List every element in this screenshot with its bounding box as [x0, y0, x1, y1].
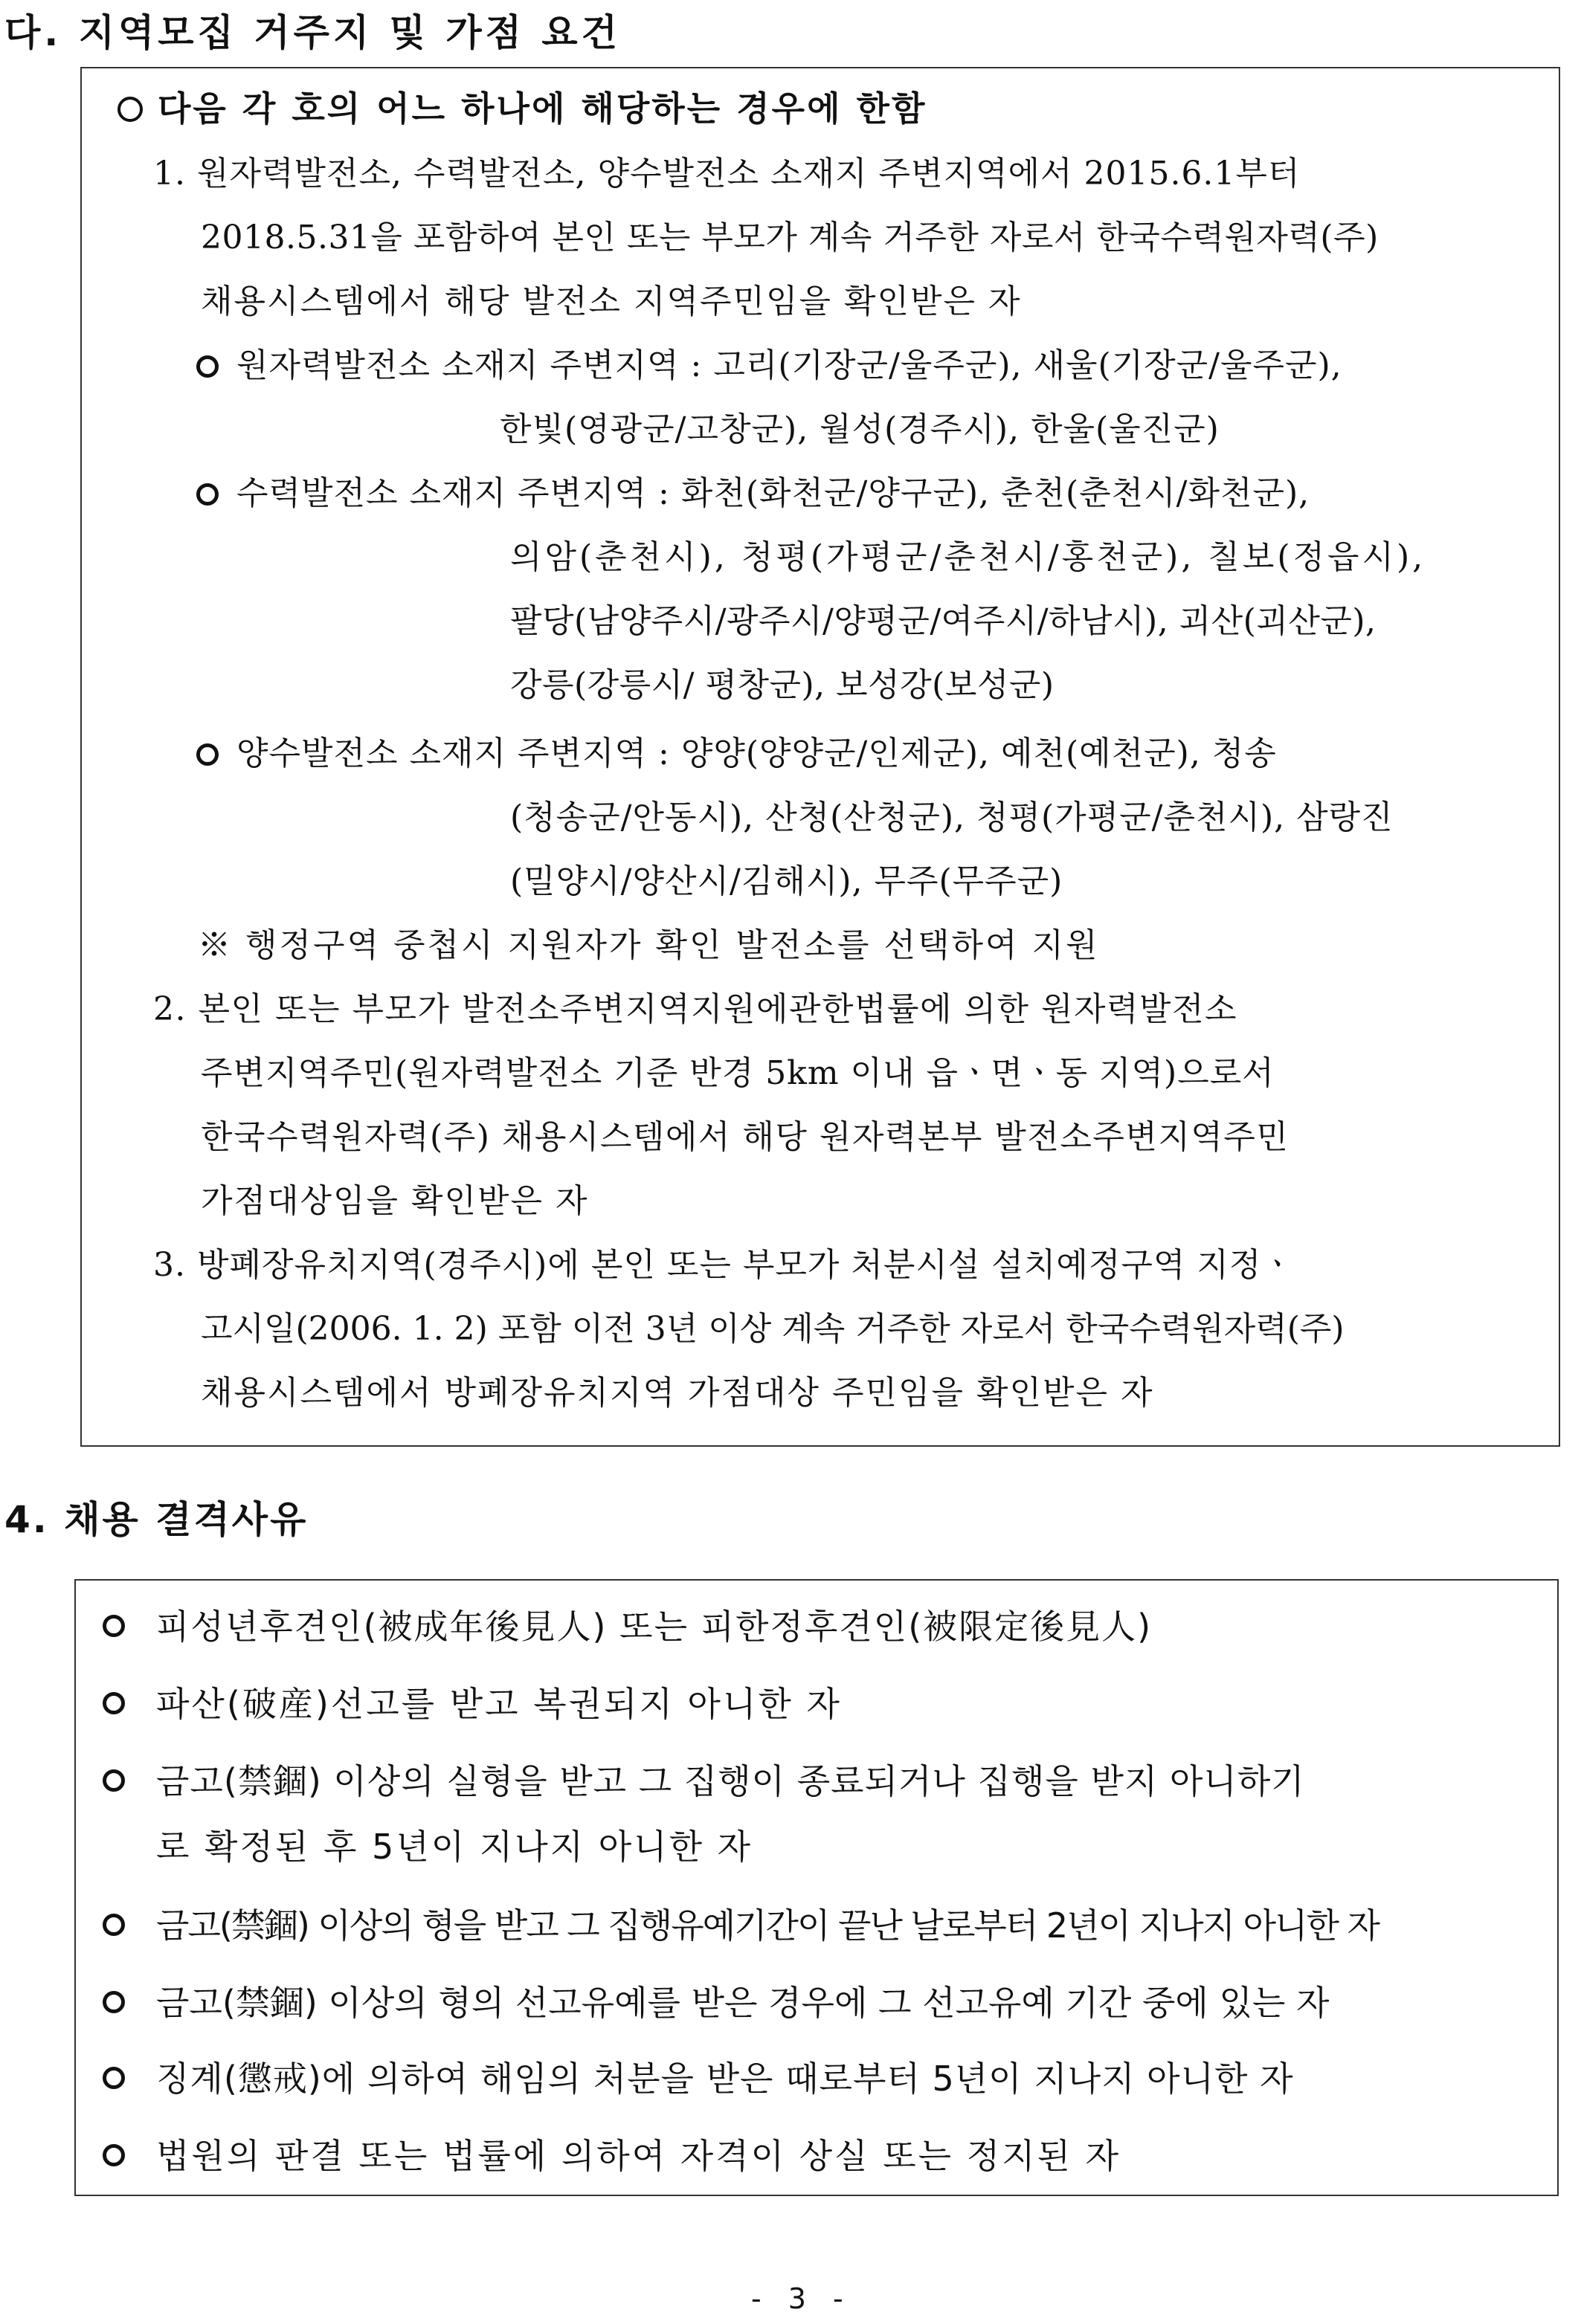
nuclear-line1: 원자력발전소 소재지 주변지역 : 고리(기장군/울주군), 새울(기장군/울주군), — [236, 346, 1342, 384]
hollow-bullet-icon — [196, 743, 219, 766]
disqualification-item-4: 금고(禁錮) 이상의 형을 받고 그 집행유예기간이 끝난 날로부터 2년이 지나지 아니한 자 — [156, 1905, 1379, 1946]
item1-line3: 채용시스템에서 해당 발전소 지역주민임을 확인받은 자 — [201, 283, 1022, 320]
hollow-bullet-icon — [196, 483, 219, 506]
intro-line: 다음 각 호의 어느 하나에 해당하는 경우에 한함 — [158, 88, 927, 129]
hollow-bullet-icon — [103, 1991, 125, 2013]
hollow-bullet-icon — [103, 1615, 125, 1637]
hollow-bullet-icon — [103, 1914, 125, 1936]
item1-line2: 2018.5.31을 포함하여 본인 또는 부모가 계속 거주한 자로서 한국수력원자력(주) — [201, 219, 1379, 256]
pumped-line3: (밀양시/양산시/김해시), 무주(무주군) — [510, 862, 1063, 900]
pumped-line2: (청송군/안동시), 산청(산청군), 청평(가평군/춘천시), 삼랑진 — [510, 798, 1394, 836]
item2-line4: 가점대상임을 확인받은 자 — [201, 1182, 589, 1220]
hydro-line4: 강릉(강릉시/ 평창군), 보성강(보성군) — [510, 666, 1055, 704]
item2-line3: 한국수력원자력(주) 채용시스템에서 해당 원자력본부 발전소주변지역주민 — [201, 1118, 1290, 1156]
disqualification-box — [74, 1579, 1559, 2196]
disqualification-item-3-line1: 금고(禁錮) 이상의 실형을 받고 그 집행이 종료되거나 집행을 받지 아니하기 — [156, 1761, 1305, 1801]
section-heading-d: 다. 지역모집 거주지 및 가점 요건 — [4, 11, 621, 54]
hydro-line2: 의암(춘천시), 청평(가평군/춘천시/홍천군), 칠보(정읍시), — [510, 538, 1426, 576]
item2-line1: 2. 본인 또는 부모가 발전소주변지역지원에관한법률에 의한 원자력발전소 — [153, 990, 1238, 1028]
item2-line2: 주변지역주민(원자력발전소 기준 반경 5km 이내 읍ㆍ면ㆍ동 지역)으로서 — [201, 1054, 1275, 1092]
overlap-note: ※ 행정구역 중첩시 지원자가 확인 발전소를 선택하여 지원 — [198, 926, 1100, 964]
hollow-bullet-icon — [103, 1692, 125, 1714]
disqualification-item-5: 금고(禁錮) 이상의 형의 선고유예를 받은 경우에 그 선고유예 기간 중에 있는 자 — [156, 1983, 1330, 2023]
disqualification-item-1: 피성년후견인(被成年後見人) 또는 피한정후견인(被限定後見人) — [156, 1607, 1153, 1647]
hollow-bullet-icon — [103, 1769, 125, 1792]
section-heading-4: 4. 채용 결격사유 — [4, 1498, 309, 1541]
disqualification-item-6: 징계(懲戒)에 의하여 해임의 처분을 받은 때로부터 5년이 지나지 아니한 자 — [156, 2059, 1294, 2099]
nuclear-line2: 한빛(영광군/고창군), 월성(경주시), 한울(울진군) — [500, 410, 1220, 448]
hollow-bullet-icon — [196, 355, 219, 378]
hydro-line1: 수력발전소 소재지 주변지역 : 화천(화천군/양구군), 춘천(춘천시/화천군), — [236, 474, 1310, 512]
page-number: - 3 - — [751, 2282, 852, 2315]
item3-line2: 고시일(2006. 1. 2) 포함 이전 3년 이상 계속 거주한 자로서 한국수력원자력(주) — [201, 1310, 1345, 1348]
disqualification-item-2: 파산(破産)선고를 받고 복권되지 아니한 자 — [156, 1684, 842, 1724]
item3-line1: 3. 방폐장유치지역(경주시)에 본인 또는 부모가 처분시설 설치예정구역 지정ㆍ — [153, 1246, 1294, 1284]
circle-bullet-icon — [117, 97, 143, 122]
pumped-line1: 양수발전소 소재지 주변지역 : 양양(양양군/인제군), 예천(예천군), 청송 — [236, 735, 1277, 772]
item1-line1: 1. 원자력발전소, 수력발전소, 양수발전소 소재지 주변지역에서 2015.6.1부터 — [153, 155, 1301, 193]
hollow-bullet-icon — [103, 2067, 125, 2089]
hydro-line3: 팔당(남양주시/광주시/양평군/여주시/하남시), 괴산(괴산군), — [510, 602, 1377, 640]
disqualification-item-7: 법원의 판결 또는 법률에 의하여 자격이 상실 또는 정지된 자 — [156, 2136, 1121, 2176]
item3-line3: 채용시스템에서 방폐장유치지역 가점대상 주민임을 확인받은 자 — [201, 1374, 1154, 1412]
hollow-bullet-icon — [103, 2144, 125, 2166]
disqualification-item-3-line2: 로 확정된 후 5년이 지나지 아니한 자 — [156, 1827, 753, 1867]
